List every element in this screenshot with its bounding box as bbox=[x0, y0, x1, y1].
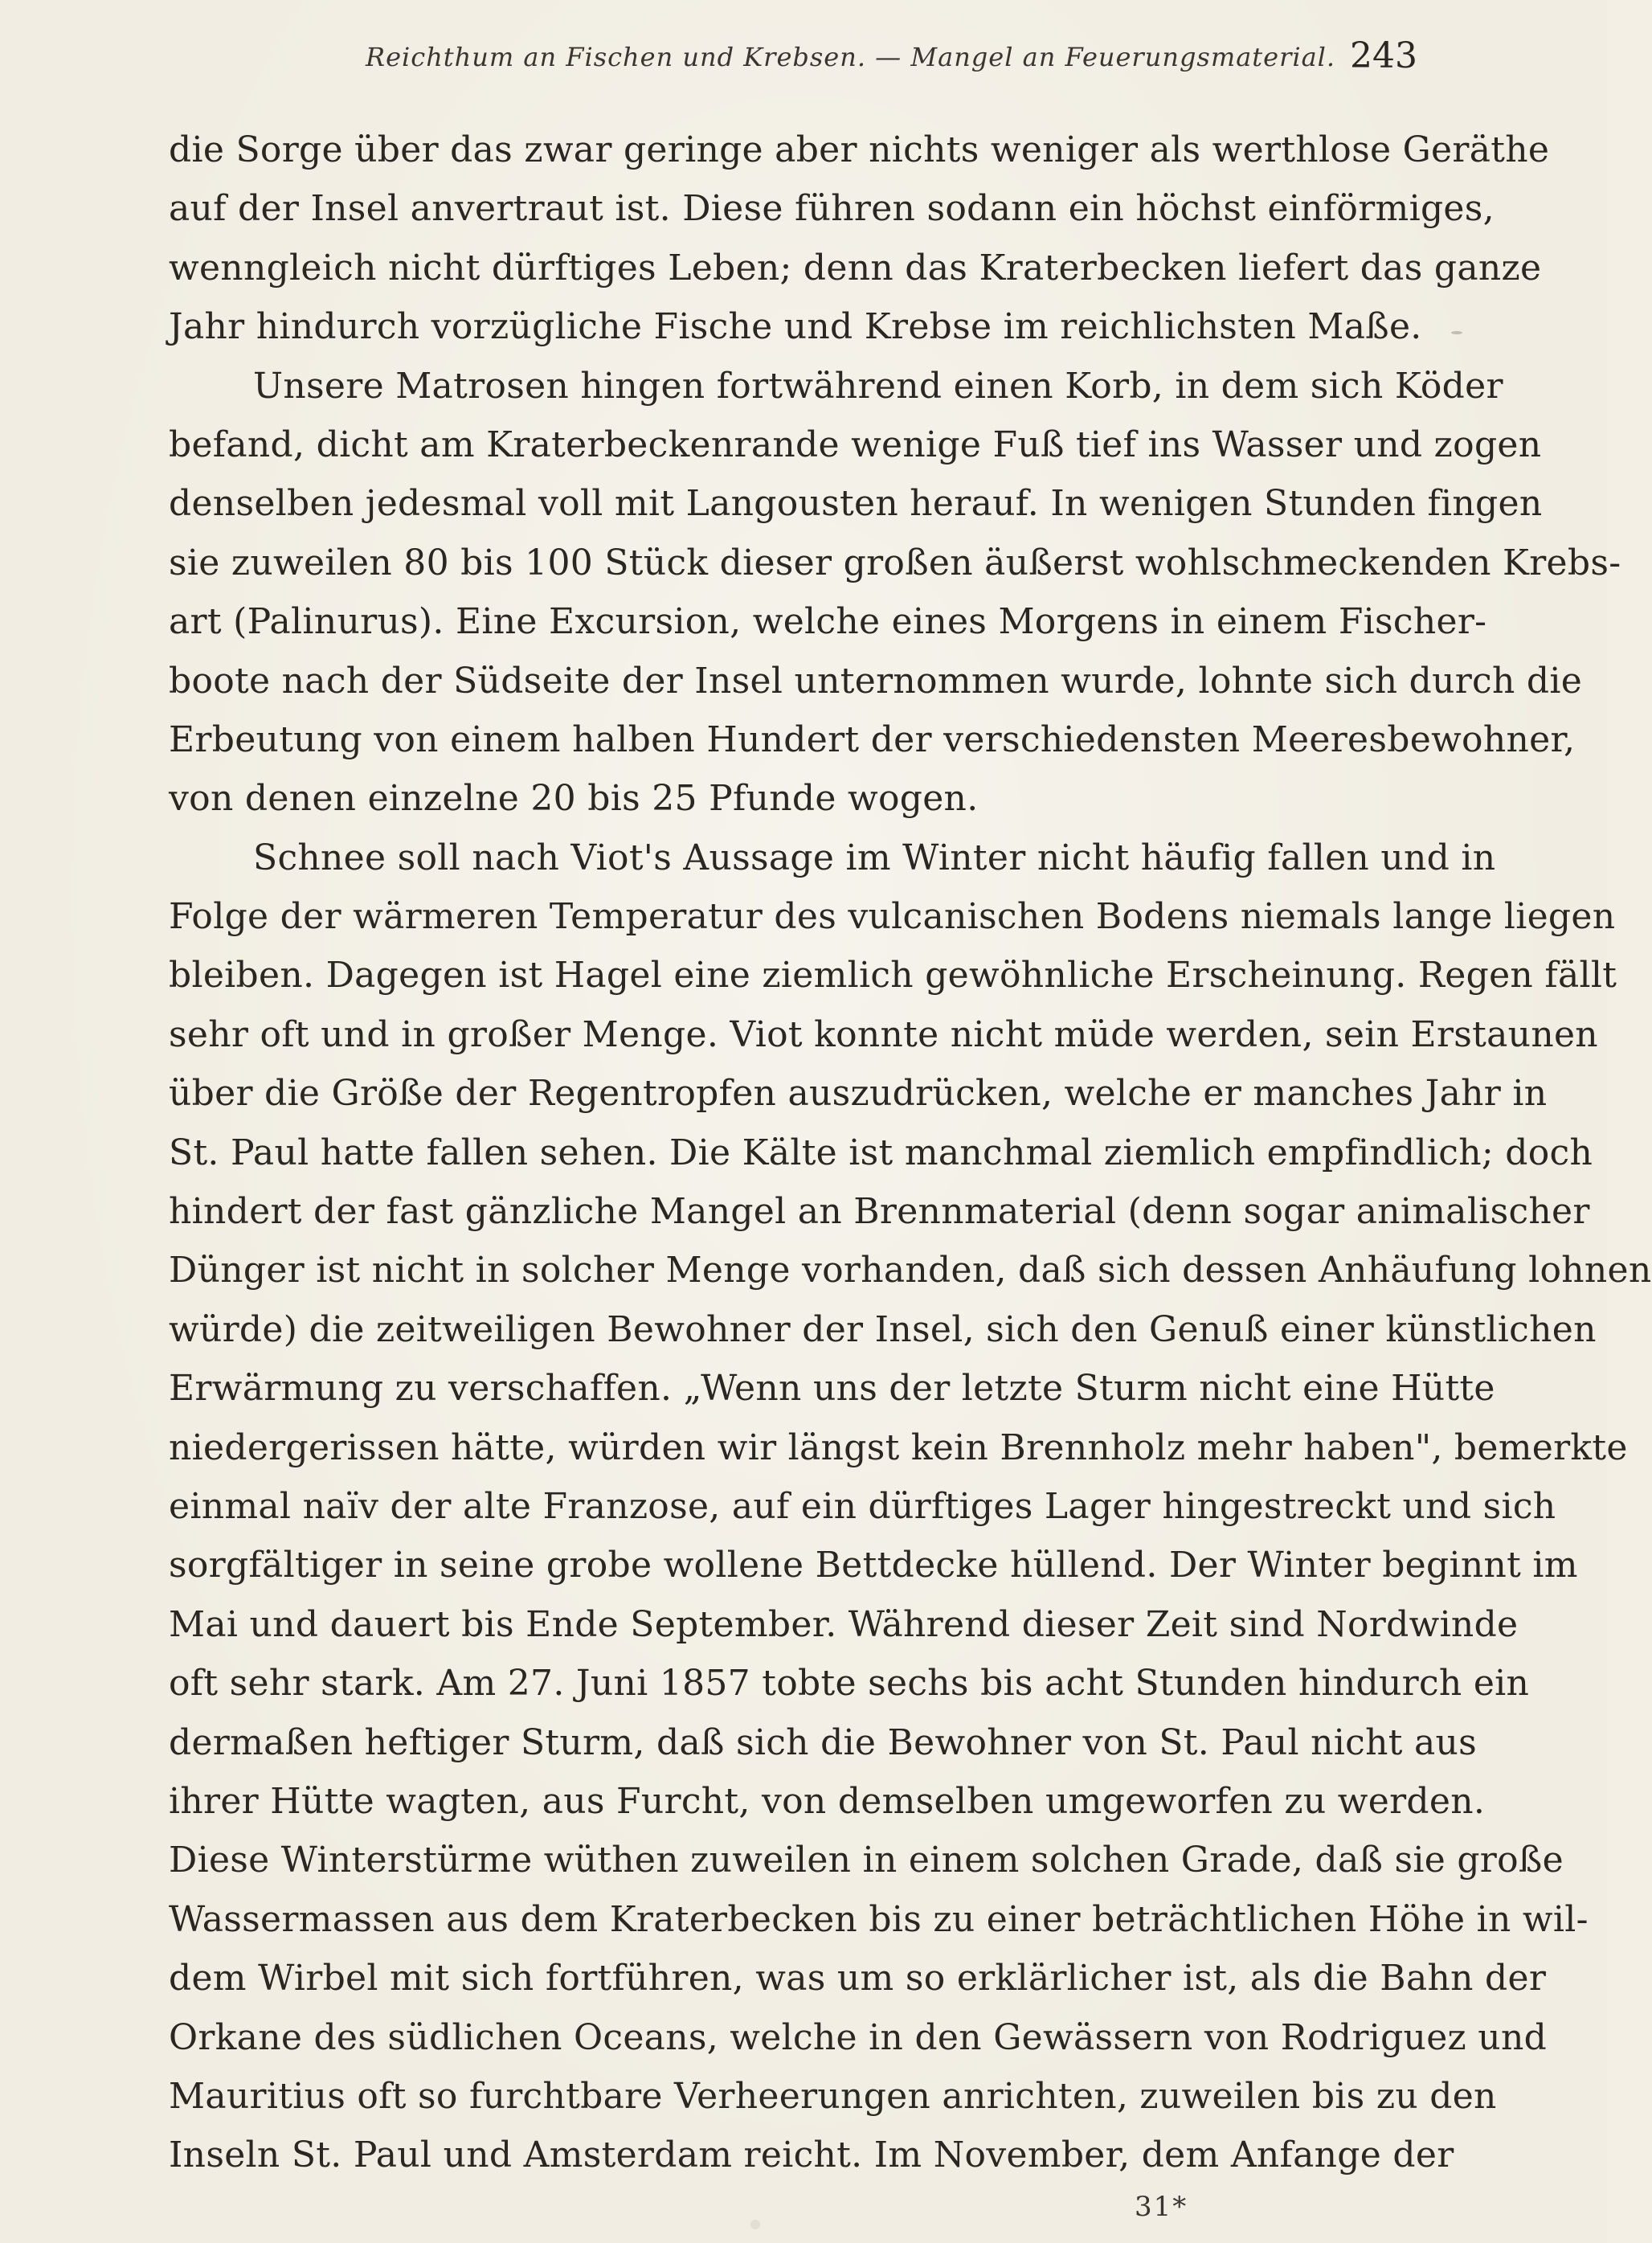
text-line: oft sehr stark. Am 27. Juni 1857 tobte sechs bis acht Stunden hindurch ein bbox=[169, 1663, 1530, 1705]
text-line: würde) die zeitweiligen Bewohner der Insel, sich den Genuß einer künstlichen bbox=[169, 1308, 1597, 1350]
text-line: Jahr hindurch vorzügliche Fische und Krebse im reichlichsten Maße. bbox=[169, 306, 1422, 348]
text-line: Diese Winterstürme wüthen zuweilen in einem solchen Grade, daß sie große bbox=[169, 1840, 1564, 1881]
text-line: Mauritius oft so furchtbare Verheerungen anrichten, zuweilen bis zu den bbox=[169, 2075, 1497, 2117]
paragraph-start-line: Schnee soll nach Viot's Aussage im Winter nicht häufig fallen und in bbox=[253, 837, 1496, 878]
text-line: Folge der wärmeren Temperatur des vulcanischen Bodens niemals lange liegen bbox=[169, 896, 1616, 938]
text-line: Dünger ist nicht in solcher Menge vorhanden, daß sich dessen Anhäufung lohnen bbox=[169, 1250, 1652, 1291]
text-line: sehr oft und in großer Menge. Viot konnte nicht müde werden, sein Erstaunen bbox=[169, 1013, 1598, 1055]
text-line: ihrer Hütte wagten, aus Furcht, von demselben umgeworfen zu werden. bbox=[169, 1780, 1486, 1822]
signature-mark: 31* bbox=[1135, 2191, 1188, 2223]
text-line: denselben jedesmal voll mit Langousten herauf. In wenigen Stunden fingen bbox=[169, 483, 1543, 525]
text-line: dem Wirbel mit sich fortführen, was um so erklärlicher ist, als die Bahn der bbox=[169, 1958, 1547, 1999]
text-line: auf der Insel anvertraut ist. Diese führen sodann ein höchst einförmiges, bbox=[169, 188, 1495, 230]
text-line: dermaßen heftiger Sturm, daß sich die Bewohner von St. Paul nicht aus bbox=[169, 1721, 1478, 1763]
paper-spot bbox=[750, 2220, 760, 2229]
running-title: Reichthum an Fischen und Krebsen. — Mangel an Feuerungsmaterial. bbox=[366, 42, 1336, 72]
text-line: hindert der fast gänzliche Mangel an Brennmaterial (denn sogar animalischer bbox=[169, 1191, 1590, 1233]
text-line: boote nach der Südseite der Insel unternommen wurde, lohnte sich durch die bbox=[169, 660, 1583, 702]
text-line: wenngleich nicht dürftiges Leben; denn das Kraterbecken liefert das ganze bbox=[169, 247, 1542, 289]
text-line: einmal naïv der alte Franzose, auf ein dürftiges Lager hingestreckt und sich bbox=[169, 1485, 1556, 1527]
paper-spot bbox=[1451, 331, 1462, 334]
text-line: art (Palinurus). Eine Excursion, welche eines Morgens in einem Fischer- bbox=[169, 601, 1487, 643]
text-line: befand, dicht am Kraterbeckenrande wenige Fuß tief ins Wasser und zogen bbox=[169, 424, 1542, 465]
text-line: niedergerissen hätte, würden wir längst kein Brennholz mehr haben", bemerkte bbox=[169, 1426, 1628, 1468]
text-line: Erbeutung von einem halben Hundert der verschiedensten Meeresbewohner, bbox=[169, 718, 1576, 760]
text-line: die Sorge über das zwar geringe aber nichts weniger als werthlose Geräthe bbox=[169, 129, 1550, 170]
text-line: Inseln St. Paul und Amsterdam reicht. Im November, dem Anfange der bbox=[169, 2135, 1454, 2176]
text-line: Orkane des südlichen Oceans, welche in den Gewässern von Rodriguez und bbox=[169, 2016, 1548, 2058]
paragraph-start-line: Unsere Matrosen hingen fortwährend einen Korb, in dem sich Köder bbox=[253, 365, 1503, 407]
body-text bbox=[169, 121, 1652, 2185]
text-line: sorgfältiger in seine grobe wollene Bettdecke hüllend. Der Winter beginnt im bbox=[169, 1545, 1578, 1586]
text-line: Mai und dauert bis Ende September. Während dieser Zeit sind Nordwinde bbox=[169, 1603, 1519, 1645]
text-line: Erwärmung zu verschaffen. „Wenn uns der letzte Sturm nicht eine Hütte bbox=[169, 1368, 1495, 1410]
page-number: 243 bbox=[1350, 35, 1417, 76]
text-line: sie zuweilen 80 bis 100 Stück dieser großen äußerst wohlschmeckenden Krebs- bbox=[169, 542, 1621, 583]
text-line: über die Größe der Regentropfen auszudrücken, welche er manches Jahr in bbox=[169, 1073, 1548, 1115]
text-line: St. Paul hatte fallen sehen. Die Kälte ist manchmal ziemlich empfindlich; doch bbox=[169, 1132, 1593, 1173]
text-line: bleiben. Dagegen ist Hagel eine ziemlich gewöhnliche Erscheinung. Regen fällt bbox=[169, 955, 1617, 997]
text-line: Wassermassen aus dem Kraterbecken bis zu einer beträchtlichen Höhe in wil- bbox=[169, 1898, 1589, 1940]
text-line: von denen einzelne 20 bis 25 Pfunde wogen. bbox=[169, 778, 979, 820]
